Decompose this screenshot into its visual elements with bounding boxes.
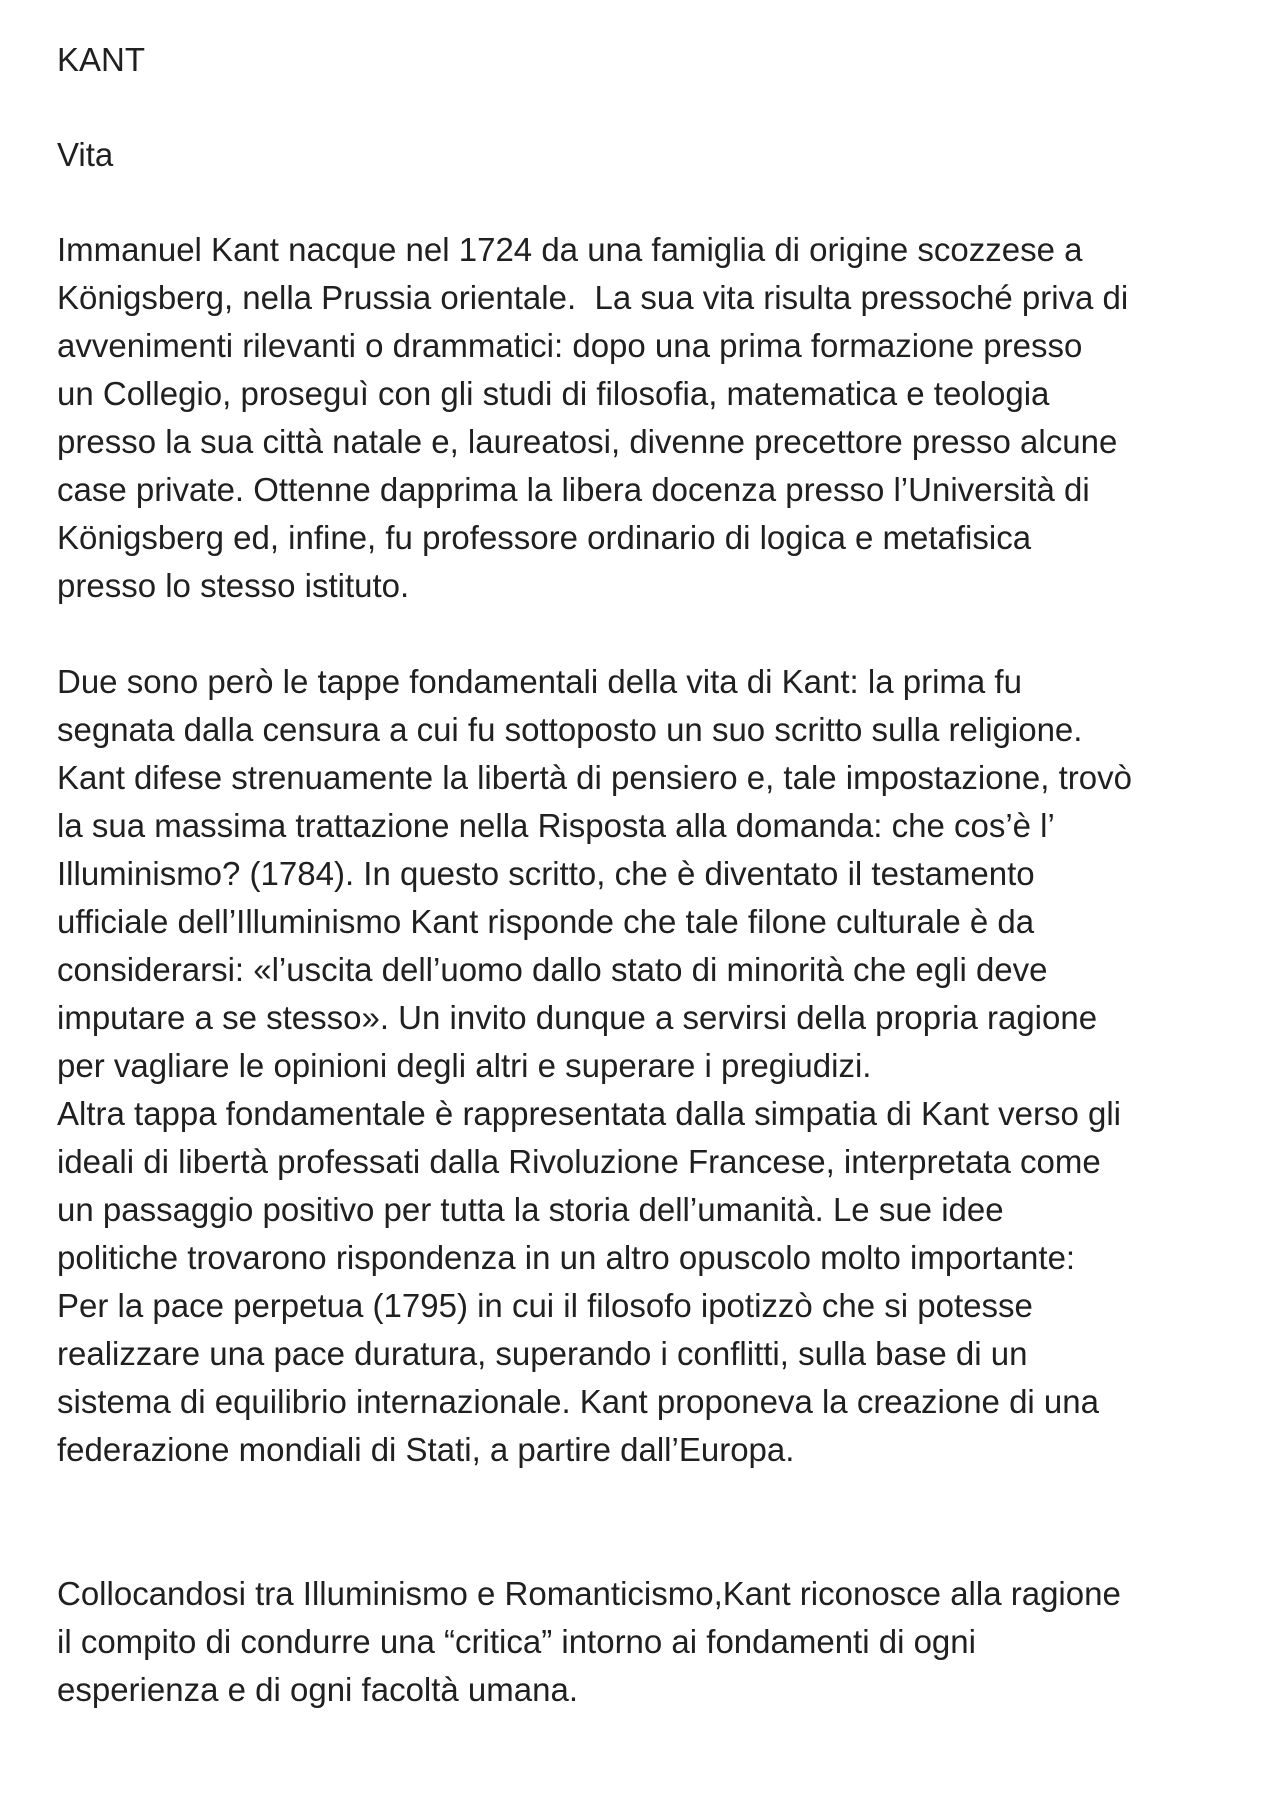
paragraph-line: Due sono però le tappe fondamentali della vita di Kant: la prima fu bbox=[57, 663, 1022, 700]
paragraph-line: Illuminismo? (1784). In questo scritto, che è diventato il testamento bbox=[57, 855, 1035, 892]
paragraph-line: un Collegio, proseguì con gli studi di filosofia, matematica e teologia bbox=[57, 375, 1050, 412]
paragraph-line: esperienza e di ogni facoltà umana. bbox=[57, 1671, 579, 1708]
paragraph-line: avvenimenti rilevanti o drammatici: dopo una prima formazione presso bbox=[57, 327, 1083, 364]
paragraph-line: segnata dalla censura a cui fu sottoposto un suo scritto sulla religione. bbox=[57, 711, 1083, 748]
paragraph-line: Königsberg ed, infine, fu professore ordinario di logica e metafisica bbox=[57, 519, 1032, 556]
paragraph-line: presso la sua città natale e, laureatosi, divenne precettore presso alcune bbox=[57, 423, 1118, 460]
paragraph-line: ufficiale dell’Illuminismo Kant risponde che tale filone culturale è da bbox=[57, 903, 1035, 940]
section-heading: Vita bbox=[57, 136, 114, 173]
paragraph-line: considerarsi: «l’uscita dell’uomo dallo stato di minorità che egli deve bbox=[57, 951, 1048, 988]
paragraph-line: Collocandosi tra Illuminismo e Romanticismo,Kant riconosce alla ragione bbox=[57, 1575, 1121, 1612]
paragraph-biography bbox=[57, 226, 1128, 610]
paragraph-critique bbox=[57, 1570, 1121, 1714]
paragraph-line: Königsberg, nella Prussia orientale. La sua vita risulta pressoché priva di bbox=[57, 279, 1129, 316]
paragraph-line: sistema di equilibrio internazionale. Kant proponeva la creazione di una bbox=[57, 1383, 1099, 1420]
paragraph-line: ideali di libertà professati dalla Rivoluzione Francese, interpretata come bbox=[57, 1143, 1101, 1180]
paragraph-line: Altra tappa fondamentale è rappresentata dalla simpatia di Kant verso gli bbox=[57, 1095, 1121, 1132]
paragraph-line: un passaggio positivo per tutta la storia dell’umanità. Le sue idee bbox=[57, 1191, 1004, 1228]
paragraph-line: Per la pace perpetua (1795) in cui il filosofo ipotizzò che si potesse bbox=[57, 1287, 1033, 1324]
paragraph-line: per vagliare le opinioni degli altri e superare i pregiudizi. bbox=[57, 1047, 872, 1084]
paragraph-line: Immanuel Kant nacque nel 1724 da una famiglia di origine scozzese a bbox=[57, 231, 1083, 268]
paragraph-line: presso lo stesso istituto. bbox=[57, 567, 410, 604]
document-title: KANT bbox=[57, 41, 146, 78]
paragraph-line: il compito di condurre una “critica” intorno ai fondamenti di ogni bbox=[57, 1623, 976, 1660]
paragraph-line: politiche trovarono rispondenza in un altro opuscolo molto importante: bbox=[57, 1239, 1076, 1276]
paragraph-line: Kant difese strenuamente la libertà di pensiero e, tale impostazione, trovò bbox=[57, 759, 1132, 796]
paragraph-line: imputare a se stesso». Un invito dunque a servirsi della propria ragione bbox=[57, 999, 1098, 1036]
paragraph-milestones bbox=[57, 658, 1132, 1474]
paragraph-line: la sua massima trattazione nella Risposta alla domanda: che cos’è l’ bbox=[57, 807, 1055, 844]
paragraph-line: case private. Ottenne dapprima la libera docenza presso l’Università di bbox=[57, 471, 1090, 508]
paragraph-line: federazione mondiali di Stati, a partire dall’Europa. bbox=[57, 1431, 795, 1468]
paragraph-line: realizzare una pace duratura, superando i conflitti, sulla base di un bbox=[57, 1335, 1028, 1372]
